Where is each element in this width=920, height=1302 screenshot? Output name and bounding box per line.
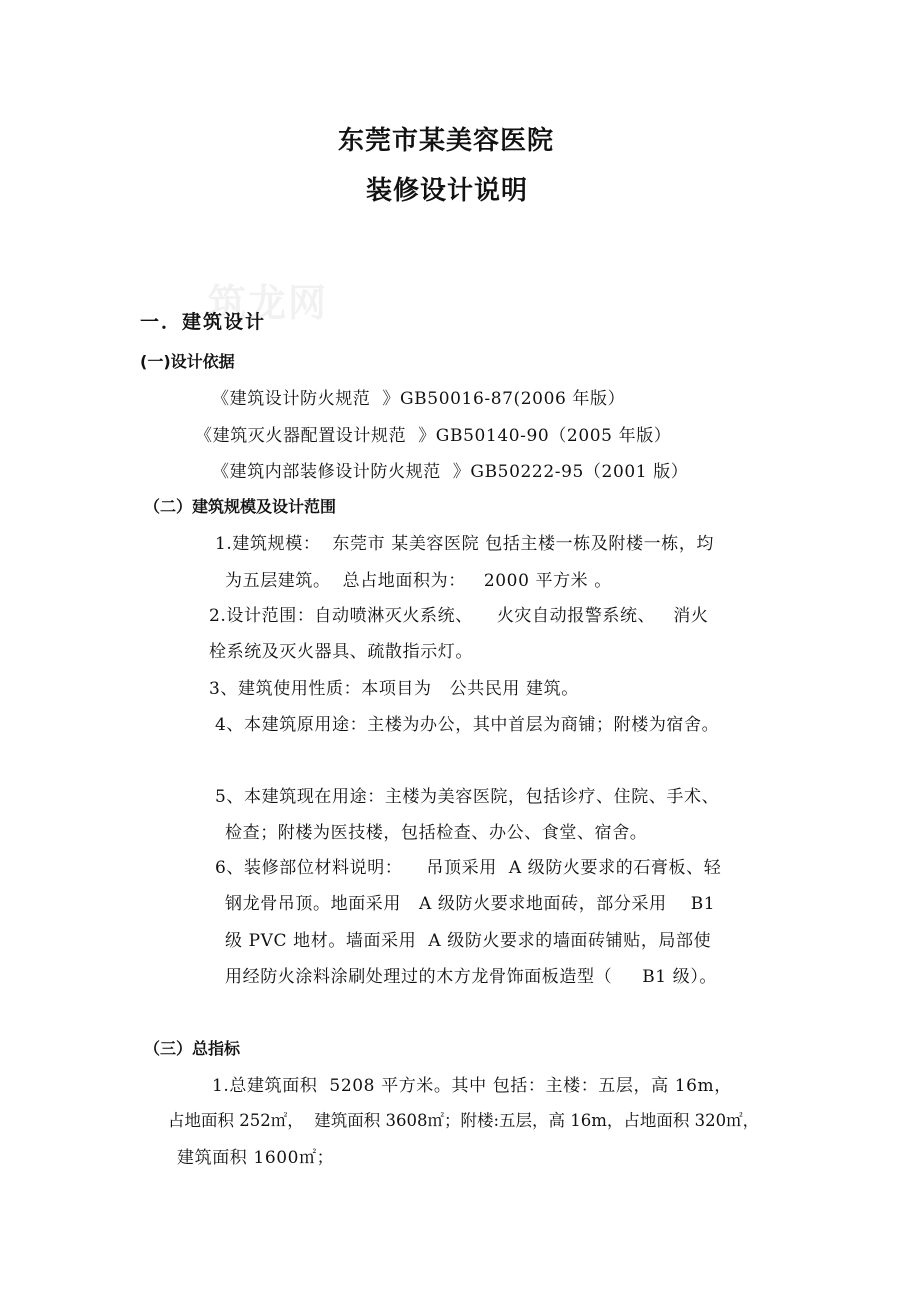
basis-item: 《建筑设计防火规范 》GB50016-87(2006 年版） <box>212 389 626 409</box>
document-title-line1: 东莞市某美容医院 <box>338 126 555 156</box>
basis-item: 《建筑灭火器配置设计规范 》GB50140-90（2005 年版） <box>195 426 672 446</box>
scope-line: 钢龙骨吊顶。地面采用 A 级防火要求地面砖，部分采用 B1 <box>225 894 716 914</box>
watermark: 筑龙网 <box>208 280 329 325</box>
scope-line: 3、建筑使用性质：本项目为 公共民用 建筑。 <box>209 679 579 699</box>
subsection-heading-basis: (一)设计依据 <box>140 352 235 371</box>
scope-line: 级 PVC 地材。墙面采用 A 级防火要求的墙面砖铺贴，局部使 <box>225 931 712 951</box>
indicator-line: 占地面积 252㎡， 建筑面积 3608㎡；附楼:五层，高 16m，占地面积 320㎡， <box>168 1111 760 1130</box>
scope-line: 1.建筑规模： 东莞市 某美容医院 包括主楼一栋及附楼一栋，均 <box>215 534 715 554</box>
scope-line: 栓系统及灭火器具、疏散指示灯。 <box>209 642 473 662</box>
indicator-line: 1.总建筑面积 5208 平方米。其中 包括：主楼：五层，高 16m， <box>212 1076 732 1096</box>
indicator-line: 建筑面积 1600㎡； <box>177 1148 335 1168</box>
document-title-line2: 装修设计说明 <box>366 176 529 206</box>
scope-line: 2.设计范围：自动喷淋灭火系统、 火灾自动报警系统、 消火 <box>209 606 709 626</box>
scope-line: 5、本建筑现在用途：主楼为美容医院，包括诊疗、住院、手术、 <box>215 787 720 807</box>
scope-line: 6、装修部位材料说明： 吊顶采用 A 级防火要求的石膏板、轻 <box>215 858 722 878</box>
section-heading: 一．建筑设计 <box>140 311 267 333</box>
subsection-heading-scope: （二）建筑规模及设计范围 <box>144 497 337 516</box>
subsection-heading-indicators: （三）总指标 <box>144 1039 241 1058</box>
scope-line: 用经防火涂料涂刷处理过的木方龙骨饰面板造型（ B1 级）。 <box>225 967 718 987</box>
scope-line: 检查；附楼为医技楼，包括检查、办公、食堂、宿舍。 <box>225 823 648 843</box>
scope-line: 为五层建筑。 总占地面积为： 2000 平方米 。 <box>225 571 612 591</box>
basis-item: 《建筑内部装修设计防火规范 》GB50222-95（2001 版） <box>212 462 689 482</box>
scope-line: 4、本建筑原用途：主楼为办公，其中首层为商铺；附楼为宿舍。 <box>215 715 720 735</box>
